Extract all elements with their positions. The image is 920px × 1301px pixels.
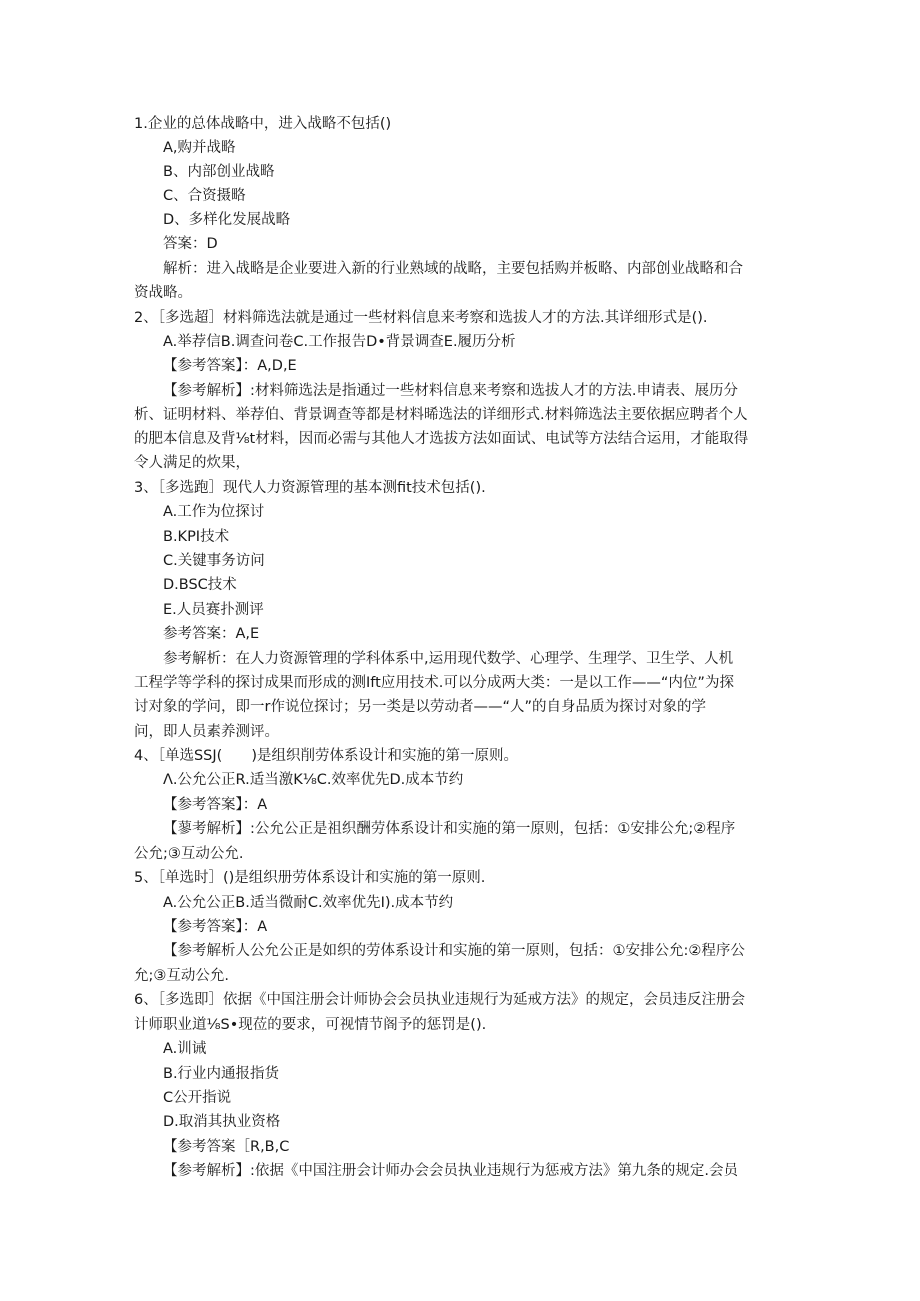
question-6-option-d: D.取消其执业资格 [163, 1114, 281, 1130]
question-6-explanation: 【参考解析】:依据《中国注册会计师办会会员执业违规行为惩戒方法》第九条的规定.会员 [163, 1163, 738, 1179]
question-2-explanation-cont: 令人满足的炊果， [134, 455, 250, 471]
question-3-option-e: E.人员赛扑测评 [163, 602, 264, 618]
question-3-option-c: C.关键事务访问 [163, 553, 265, 569]
question-1-stem: 1.企业的总体战略中，进入战略不包括() [134, 116, 392, 132]
question-2-options: A.举荐信B.调查问卷C.工作报告D•背景调查E.履历分析 [163, 334, 516, 350]
question-4-explanation-cont: 公允;③互动公允. [134, 846, 244, 862]
question-1-explanation-cont: 资战略。 [134, 285, 192, 301]
question-5-answer: 【参考答案】：A [163, 919, 268, 935]
question-5-explanation-cont: 允;③互动公允. [134, 968, 229, 984]
question-1-option-d: D、多样化发展战略 [163, 212, 291, 228]
question-3-answer: 参考答案：A,E [163, 626, 260, 642]
question-2-explanation-cont: 析、证明材料、举荐伯、背景调查等都是材料晞选法的详细形式.材料筛选法主要依据应聘者个人 [134, 407, 748, 423]
question-6-stem: 6、［多选即］依据《中国注册会计师协会会员执业违规行为延戒方法》的规定，会员违反注册会 [134, 992, 745, 1008]
question-3-explanation-cont: 工程学等学科的探讨成果而形成的测Ift应用技术.可以分成两大类：一是以工作——“内位”为探 [134, 675, 734, 691]
question-1-answer: 答案：D [163, 236, 218, 252]
question-1-option-b: B、内部创业战略 [163, 164, 275, 180]
question-6-option-b: B.行业内通报指货 [163, 1066, 280, 1082]
question-5-stem: 5、［单选时］()是组织册劳体系设计和实施的第一原则. [134, 870, 486, 886]
question-6-option-a: A.训诫 [163, 1041, 207, 1057]
question-2-explanation-cont: 的肥本信息及背⅛t材料，因而必需与其他人才选拔方法如面试、电试等方法结合运用，才能取得 [134, 431, 749, 447]
question-3-option-a: A.工作为位探讨 [163, 504, 265, 520]
question-2-explanation: 【参考解析】:材料筛选法是指通过一些材料信息来考察和选拔人才的方法.申请表、展历分 [163, 383, 738, 399]
question-4-options: Λ.公允公正R.适当激K⅛C.效率优先D.成本节约 [163, 772, 464, 788]
question-3-explanation-cont: 讨对象的学问，即一r作说位探讨；另一类是以劳动者——“人”的自身品质为探讨对象的学 [134, 699, 706, 715]
question-3-stem: 3、［多选跑］现代人力资源管理的基本测fit技术包括(). [134, 480, 486, 496]
question-3-option-d: D.BSC技术 [163, 577, 237, 593]
question-3-explanation-cont: 问，即人员素养测评。 [134, 724, 279, 740]
question-2-answer: 【参考答案】：A,D,E [163, 358, 297, 374]
question-5-options: A.公允公正B.适当微耐C.效率优先I).成本节约 [163, 895, 454, 911]
question-1-option-c: C、合资摄略 [163, 188, 246, 204]
question-3-explanation: 参考解析：在人力资源管理的学科体系中,运用现代数学、心理学、生理学、卫生学、人机 [163, 651, 734, 667]
question-6-answer: 【参考答案［R,B,C [163, 1139, 290, 1155]
question-5-explanation: 【参考解析人公允公正是如织的劳体系设计和实施的第一原则，包括：①安排公允:②程序公 [163, 943, 745, 959]
question-4-explanation: 【蓼考解析】:公允公正是祖织酬劳体系设计和实施的第一原则，包括：①安排公允;②程序 [163, 821, 736, 837]
question-3-option-b: B.KPI技术 [163, 529, 230, 545]
question-6-stem-cont: 计师职业道⅛S•现莅的要求，可视情节阁予的惩罚是(). [134, 1017, 487, 1033]
question-1-option-a: A,购并战略 [163, 140, 236, 156]
question-1-explanation: 解析：进入战略是企业要进入新的行业熟域的战略，主要包括购并板略、内部创业战略和合 [163, 261, 743, 277]
question-4-stem: 4、［单选SSJ( )是组织削劳体系设计和实施的第一原则。 [134, 748, 518, 764]
question-2-stem: 2、［多选超］材料筛选法就是通过一些材料信息来考察和选拔人才的方法.其详细形式是(). [134, 310, 708, 326]
question-6-option-c: C公开指说 [163, 1090, 232, 1106]
question-4-answer: 【参考答案】：A [163, 797, 268, 813]
